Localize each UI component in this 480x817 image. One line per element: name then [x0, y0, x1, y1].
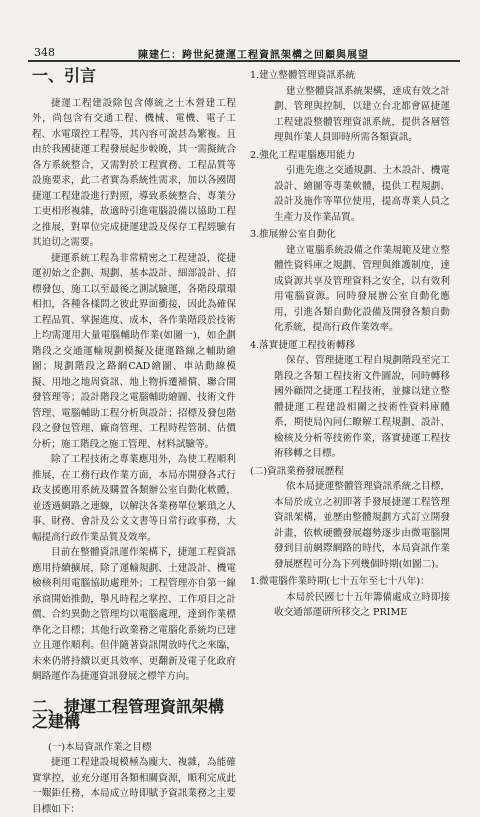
subsection-title: (二)資訊業務發展歷程 [250, 465, 344, 477]
page-number: 348 [34, 46, 55, 59]
period-body [250, 590, 450, 621]
paragraph: 除了工程技術之專業應用外，為使工程順利推展，在工務行政作業方面，本局亦開發各式行政支援應用系統及購置各類辦公室自動化軟體，並透過網路之連線，以解決各業務單位繁瑣之人事、財務、會計及公文文書等日常行政事務，大幅提高行政作業品質及效率。 [32, 454, 236, 543]
section-title: 二、捷運工程管理資訊架構之建構 [32, 696, 225, 731]
goal-heading: 3.推展辦公室自動化 [250, 229, 336, 240]
paragraph: 捷運工程建設規模極為龐大、複雜，為能確實掌控，並充分運用各類相關資源，順利完成此一艱鉅任務，本局成立時即賦予資訊業務之主要目標如下： [32, 757, 236, 815]
goal-body [250, 84, 450, 146]
goal-heading: 1.建立整體管理資訊系統 [250, 70, 356, 81]
goal-text: 建立整體資訊系統架構，達成有效之計劃、管理與控制，以建立台北都會區捷運工程建設整體管理資訊系統，提供各層管理與作業人員即時所需各類資訊。 [274, 85, 450, 143]
left-column [32, 66, 236, 817]
paragraph: 目前在整體資訊運作架構下，捷運工程資訊應用持續擴展，除了運輸規劃、土建設計、機電檢核利用電腦協助處理外；工程管理亦自第一線承商開始推動，舉凡時程之掌控、工作項目之計價、合約異動之管理均以電腦處理，達到作業標準化之目標；其他行政業務之電腦化系統均已建立且運作順利。但伴隨著資訊開放時代之來臨，未來仍將持續以更具效率、更翻新及電子化政府網路運作為捷運資訊發展之標竿方向。 [32, 547, 236, 682]
goal-heading: 2.強化工程電腦應用能力 [250, 149, 356, 161]
goal-body [250, 353, 450, 462]
goal-body [250, 163, 450, 225]
paragraph: 捷運系統工程為非常精密之工程建設，從捷運初始之企劃、規劃、基本設計、細部設計、招標發包、施工以至最後之測試驗運，各階段環環相扣，各種各樣問之彼此界面衝接，因此為確保工程品質、掌握進度、成本，各作業階段於技術上均需運用大量電腦輔助作業(如圖一)，如企劃階段之交通運輸規劃模擬及捷運路線之輔助繪圖；規劃階段之路網CAD繪圖、車站動線模擬、用地之地周資訊、地上物拆遷補償、聯合開發管理等；設計階段之電腦輔助繪圖、技術文件管理、電腦輔助工程分析與設計；招標及發包階段之發包管理、廠商管理、工程時程管制、估價分析；施工階段之施工管理、材料試驗等。 [32, 252, 236, 450]
period-heading: 1.微電腦作業時期(七十五年至七十八年)： [250, 576, 430, 587]
subsection-body [250, 479, 450, 572]
paragraph: 依本局捷運整體管理資訊系統之目標，本局於成立之初即著手發展捷運工程管理資訊架構，並歷由整體規劃方式訂立開發計畫，依軟硬體發展趨勢逐步由微電腦開發到目前網際網路的時代，本局資訊作業發展歷程可分為下列幾個時期(如圖二)。 [274, 481, 450, 570]
goal-text: 保存、管理捷運工程自規劃階段至完工階段之各類工程技術文件圖說，同時轉移國外顧問之捷運工程技術，並據以建立整體捷運工程建設相關之技術性資料庫體系，期使局內同仁瞭解工程規劃、設計、檢核及分析等技術作業，落實捷運工程技術移轉之目標。 [274, 355, 450, 459]
section-title: 一、引言 [32, 66, 97, 85]
running-head: 陳建仁：跨世紀捷運工程資訊架構之回顧與展望 [138, 50, 369, 61]
subsection-title: (一)本局資訊作業之目標 [48, 741, 152, 753]
paragraph: 捷運工程建設除包含傳統之土木營建工程外，尚包含有交通工程、機械、電機、電子工程、水電環控工程等，其內容可說甚為繁複。且由於我國捷運工程發展起步較晚，其一需擬統合各方系統整合，又需對於工程實務、工程品質等設施要求，此二者實為系統性需求，加以各國間捷運工程建設進行對照，導致系統整合、專業分工更相形複雜，故適時引進電腦設備以協助工程之推展，對單位完成捷運建設及保存工程經驗有其迫切之需要。 [32, 97, 236, 248]
goal-text: 引進先進之交通規劃、土木設計、機電設計、繪圖等專業軟體，提供工程規劃、設計及施作等單位使用，提高專業人員之生產力及作業品質。 [274, 165, 450, 223]
right-column [250, 66, 450, 621]
goal-text: 建立電腦系統設備之作業規範及建立整體性資料庫之規劃、管理與維護制度，達成資源共享及管理資料之安全，以有效利用電腦資源。同時發展辦公室自動化應用，引進各類自動化設備及開發各類自動化系統，提高行政作業效率。 [274, 244, 450, 333]
page-header [28, 44, 460, 62]
goal-body [250, 243, 450, 336]
goal-heading: 4.落實捷運工程技術轉移 [250, 339, 356, 351]
paragraph: 本局於民國七十五年籌備處成立時即接收交通部運研所移交之 PRIME [274, 591, 450, 618]
